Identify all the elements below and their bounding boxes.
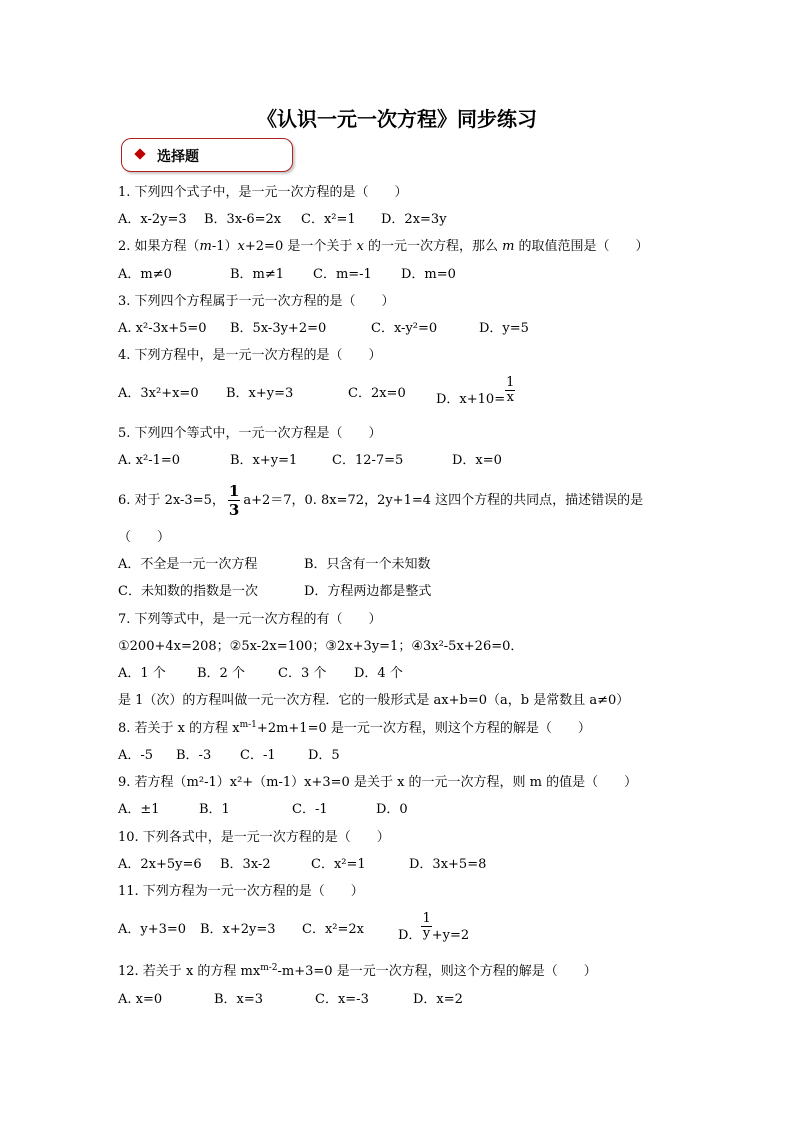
option-a: A．2x+5y=6: [118, 857, 202, 872]
question-2-stem: 2. 如果方程（m-1）x+2=0 是一个关于 x 的一元一次方程，那么 m 的取值范围是（ ）: [118, 239, 649, 254]
option-c: C．未知数的指数是一次: [118, 584, 258, 599]
option-a: A. x²-3x+5=0: [118, 321, 207, 336]
note-text: 是 1（次）的方程叫做一元一次方程．它的一般形式是 ax+b=0（a，b 是常数且 a≠0）: [118, 693, 630, 708]
question-3-stem: 3. 下列四个方程属于一元一次方程的是（ ）: [118, 294, 395, 309]
option-b: B．x+y=1: [230, 453, 298, 468]
option-d: D．x=2: [413, 992, 463, 1007]
option-c: C．m=-1: [313, 267, 372, 282]
question-7-list: ①200+4x=208；②5x-2x=100；③2x+3y=1；④3x²-5x+26=0．: [118, 639, 524, 654]
diamond-icon: [134, 148, 145, 159]
option-c: C．x=-3: [315, 992, 369, 1007]
question-7-stem: 7. 下列等式中，是一元一次方程的有（ ）: [118, 612, 382, 627]
option-c: C．-1: [240, 748, 276, 763]
option-c: C．x²=2x: [302, 922, 364, 937]
option-a: A．不全是一元一次方程: [118, 557, 258, 572]
option-b: B．2 个: [197, 666, 245, 681]
option-a: A. x²-1=0: [118, 453, 181, 468]
question-6-blank: （ ）: [118, 530, 171, 545]
option-b: B．x+y=3: [226, 386, 294, 401]
option-b: B．3x-6=2x: [204, 212, 282, 227]
question-6-stem: 6. 对于 2x-3=5， $\frac{1}{3}$ a+2＝7，0. 8x=72，2y+1=4 这四个方程的共同点，描述错误的是: [118, 482, 644, 519]
option-a: A．y+3=0: [118, 922, 187, 937]
option-a: A．3x²+x=0: [118, 386, 199, 401]
option-a: A．1 个: [118, 666, 166, 681]
option-c: C．x-y²=0: [371, 321, 438, 336]
option-d: D． $\frac{1}{y}$ +y=2: [398, 911, 470, 943]
option-c: C．2x=0: [348, 386, 406, 401]
option-d: D．0: [376, 802, 408, 817]
option-d: D．5: [308, 748, 340, 763]
question-12-stem: 12. 若关于 x 的方程 $mx^{m-2}-m+3=0$ 是一元一次方程，则这个方程的解是（ ）: [118, 963, 597, 979]
option-d: D．m=0: [401, 267, 456, 282]
section-label: 选择题: [157, 149, 199, 165]
option-d: D．x+10= $\frac{1}{x}$: [436, 375, 515, 407]
question-1-stem: 1. 下列四个式子中，是一元一次方程的是（ ）: [118, 185, 408, 200]
question-5-stem: 5. 下列四个等式中，一元一次方程是（ ）: [118, 426, 382, 441]
question-8-stem: 8. 若关于 x 的方程 $x^{m-1}+2m+1=0$ 是一元一次方程，则这个方程的解是（ ）: [118, 720, 591, 736]
page-title: 《认识一元一次方程》同步练习: [257, 107, 537, 131]
option-d: D．x=0: [452, 453, 502, 468]
option-b: B．-3: [176, 748, 212, 763]
section-header: [121, 138, 293, 172]
option-b: B．m≠1: [230, 267, 285, 282]
option-b: B．x+2y=3: [200, 922, 276, 937]
option-a: A．m≠0: [118, 267, 172, 282]
option-b: B．1: [199, 802, 230, 817]
option-b: B．只含有一个未知数: [304, 557, 431, 572]
question-4-stem: 4. 下列方程中，是一元一次方程的是（ ）: [118, 348, 382, 363]
question-11-stem: 11. 下列方程为一元一次方程的是（ ）: [118, 884, 364, 899]
option-d: D．2x=3y: [381, 212, 447, 227]
option-b: B．5x-3y+2=0: [230, 321, 327, 336]
option-c: C．x²=1: [311, 857, 366, 872]
option-d: D．3x+5=8: [409, 857, 487, 872]
question-10-stem: 10. 下列各式中，是一元一次方程的是（ ）: [118, 830, 390, 845]
option-c: C．3 个: [278, 666, 327, 681]
option-d: D．方程两边都是整式: [304, 584, 432, 599]
option-c: C．12-7=5: [332, 453, 404, 468]
option-a: A．x-2y=3: [118, 212, 187, 227]
option-b: B．x=3: [214, 992, 264, 1007]
option-c: C．-1: [292, 802, 328, 817]
option-a: A．-5: [118, 748, 154, 763]
option-d: D．y=5: [479, 321, 529, 336]
question-9-stem: 9. 若方程（m²-1）x²+（m-1）x+3=0 是关于 x 的一元一次方程，则 m 的值是（ ）: [118, 775, 638, 790]
option-c: C．x²=1: [301, 212, 356, 227]
option-b: B．3x-2: [220, 857, 271, 872]
option-a: A．±1: [118, 802, 160, 817]
option-a: A. x=0: [118, 992, 163, 1007]
option-d: D．4 个: [354, 666, 403, 681]
